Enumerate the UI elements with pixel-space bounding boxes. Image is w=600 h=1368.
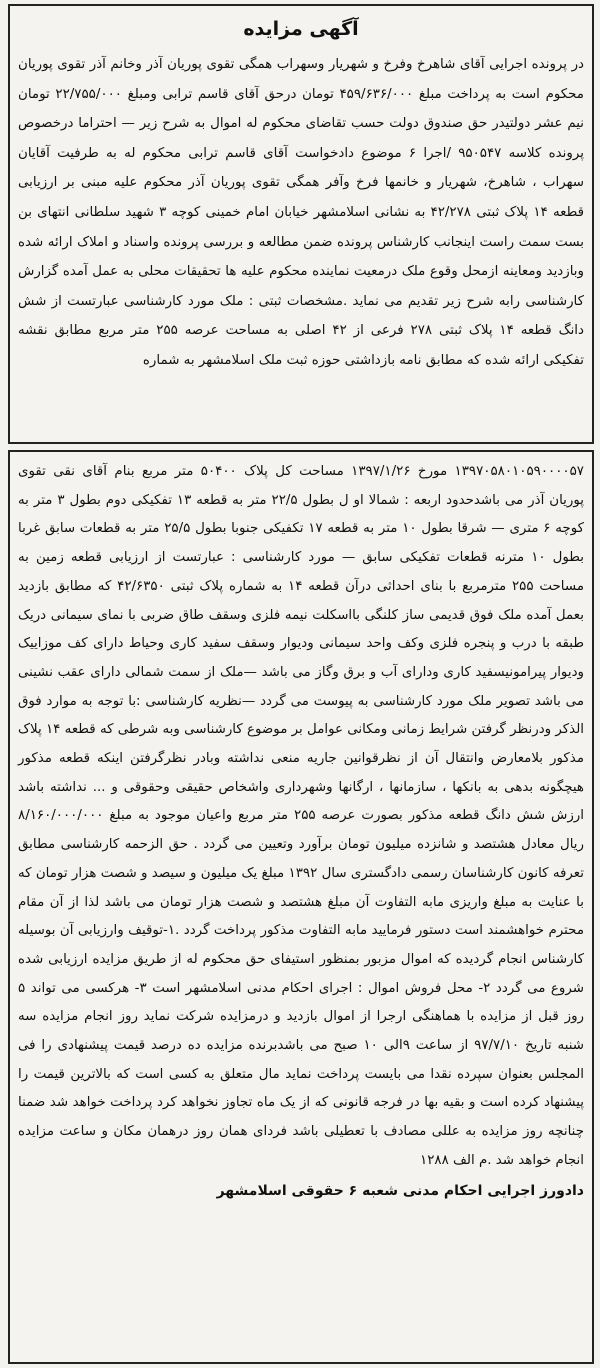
notice-title: آگهی مزایده [243, 18, 359, 40]
notice-paragraph-1: در پرونده اجرایی آقای شاهرخ وفرخ و شهریار وسهراب همگی تقوی پوریان آذر وخانم آذر تقوی پوریان محکوم است به پرداخت مبلغ ۴۵۹/۶۳۶/۰۰۰ تومان درحق آقای قاسم ترابی ومبلغ ۲۲/۷۵۵/۰۰۰ تومان نیم عشر دولتیدر حق صندوق دولت حسب تقاضای محکوم له اموال به شرح زیر — احتراما درخصوص پرونده کلاسه ۹۵۰۵۴۷ /اجرا ۶ موضوع دادخواست آقای قاسم ترابی محکوم له به طرفیت آقایان سهراب ، شاهرخ، شهریار و خانمها فرخ وآفر همگی تقوی پوریان آذر محکوم علیه مبنی بر ارزیابی قطعه ۱۴ پلاک ثبتی ۴۲/۲۷۸ به نشانی اسلامشهر خیابان امام خمینی کوچه ۳ شهید سلطانی انتهای بن بست سمت راست اینجانب کارشناس پرونده ضمن مطالعه و بررسی پرونده واسناد و املاک ارائه شده وبازدید ومعاینه ازمحل وقوع ملک درمعیت نماینده محکوم علیه ها تحقیقات محلی به عمل آمده گزارش کارشناسی رابه شرح زیر تقدیم می نماید .مشخصات ثبتی : ملک مورد کارشناسی عبارتست از شش دانگ قطعه ۱۴ پلاک ثبتی ۲۷۸ فرعی از ۴۲ اصلی به مساحت عرصه ۲۵۵ متر مربع مطابق نقشه تفکیکی ارائه شده که مطابق نامه بازداشتی حوزه ثبت ملک اسلامشهر به شماره [18, 57, 584, 368]
notice-clip-bottom [8, 450, 594, 1364]
notice-clip-top [8, 4, 594, 444]
notice-paragraph-2: ۱۳۹۷۰۵۸۰۱۰۵۹۰۰۰۰۵۷ مورخ ۱۳۹۷/۱/۲۶ مساحت کل پلاک ۵۰۴۰۰ متر مربع بنام آقای نقی تقوی پوریان آذر می باشدحدود اربعه : شمالا او ل بطول ۲۲/۵ متر به قطعه ۱۳ تفکیکی دوم بطول ۳ متر به کوچه ۶ متری — شرقا بطول ۱۰ متر به قطعه ۱۷ تکفیکی جنوبا بطول ۲۵/۵ متر به قطعات سابق غربا بطول ۱۰ مترنه قطعات تفکیکی سابق — مورد کارشناسی : عبارتست از ارزیابی قطعه زمین به مساحت ۲۵۵ مترمربع با بنای احداثی درآن قطعه ۱۴ به شماره پلاک ثبتی ۴۲/۶۳۵۰ که مطابق بازدید بعمل آمده ملک فوق قدیمی ساز کلنگی بااسکلت نیمه فلزی وسقف طاق ضربی با نمای سیمانی دریک طبقه با درب و پنجره فلزی وکف واحد سیمانی ودیوار وسقف سفید کاری وحیاط دارای کف موزاییک ودیوار پیرامونیسفید کاری ودارای آب و برق وگاز می باشد —ملک از سمت شمالی دارای عقب نشینی می باشد تصویر ملک مورد کارشناسی به پیوست می گردد —نظریه کارشناسی :با توجه به موارد فوق الذکر ودرنظر گرفتن شرایط زمانی ومکانی عوامل بر موضوع کارشناسی وبه شرطی که قطعه ۱۴ پلاک مذکور بلامعارض وانتقال آن از نظرقوانین جاریه منعی نداشته وبادر نظرگرفتن اینکه قطعه مذکور هیچگونه بدهی به بانکها ، سازمانها ، ارگانها وشهرداری واشخاص حقیقی وحقوقی و ... نداشته باشد ارزش شش دانگ قطعه مذکور بصورت عرصه ۲۵۵ متر مربع واعیان موجود به مبلغ ۸/۱۶۰/۰۰۰/۰۰۰ ریال معادل هشتصد و شانزده میلیون تومان برآورد وتعیین می گردد . حق الزحمه کارشناسی مطابق تعرفه کانون کارشناسان رسمی دادگستری سال ۱۳۹۲ مبلغ یک میلیون و سیصد و شصت هزار تومان که با عنایت به مبلغ واریزی مابه التفاوت آن مبلغ هشتصد و شصت هزار تومان می باشد لذا از آن مقام محترم خواهشمند است دستور فرمایید مابه التفاوت مذکور پرداخت گردد .۱-توقیف وارزیابی آن بوسیله کارشناس انجام گردیده که اموال مزبور بمنظور استیفای حق محکوم له از طریق مزایده ارزیابی شده شروع می گردد ۲- محل فروش اموال : اجرای احکام مدنی اسلامشهر است ۳- هرکسی می تواند ۵ روز قبل از مزایده با هماهنگی ارجرا از اموال بازدید و درمزایده شرکت نماید روز انجام مزایده سه شنبه تاریخ ۹۷/۷/۱۰ از ساعت ۹الی ۱۰ صبح می باشدبرنده مزایده ده درصد قیمت پیشنهادی را فی المجلس بعنوان سپرده نقدا می بایست پرداخت نماید مال متعلق به کسی است که بالاترین قیمت را پیشنهاد کرده است و بقیه بها در فرجه قانونی که از یک ماه تجاوز نخواهد کرد پرداخت خواهد شد ضمنا چنانچه روز مزایده به عللی مصادف با تعطیلی باشد فردای همان روز درهمان مکان و ساعت مزایده انجام خواهد شد .م الف ۱۲۸۸ [18, 464, 584, 1168]
notice-signature: دادورز اجرایی احکام مدنی شعبه ۶ حقوقی اسلامشهر [216, 1182, 584, 1199]
